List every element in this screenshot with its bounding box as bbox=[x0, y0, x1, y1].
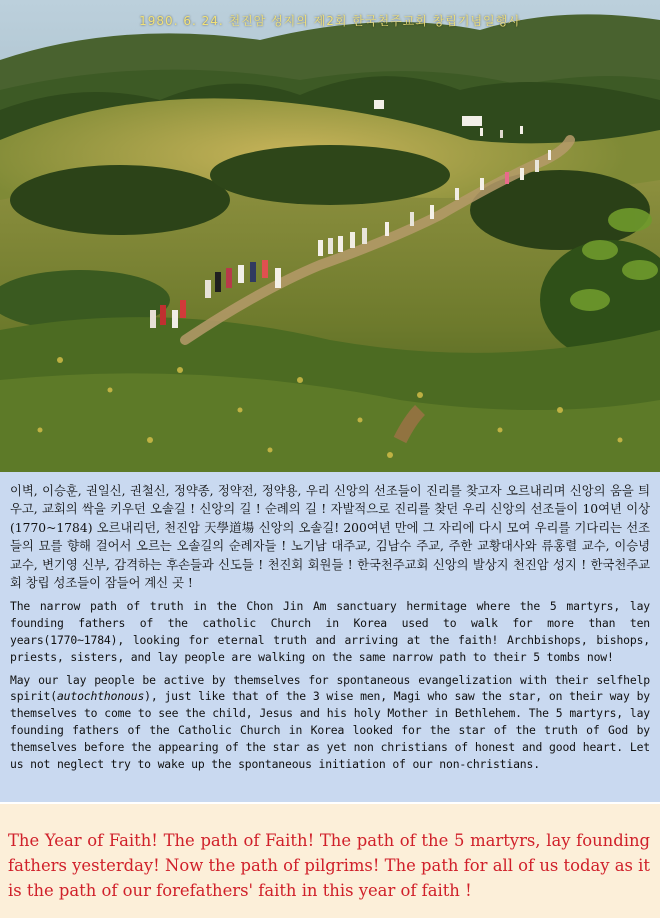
description-box bbox=[0, 472, 660, 802]
korean-paragraph: 이벽, 이승훈, 권일신, 권철신, 정약종, 정약전, 정약용, 우리 신앙의 선조들이 진리를 찾고자 오르내리며 신앙의 움을 틔우고, 교회의 싹을 키우던 오솔길 ! 신앙의 길 ! 순례의 길 ! 자발적으로 진리를 찾던 우리 신앙의 선조들이 10여년 이상(1770~1784) 오르내리던, 천진암 天學道場 신앙의 오솔길! 200여년 만에 그 자리에 다시 모여 우리를 기다리는 선조들의 묘를 향해 걸어서 오르는 오솔길의 순례자들 ! 노기남 대주교, 김남수 주교, 주한 교황대사와 류홍렬 교수, 이승녕 교수, 변기영 신부, 감격하는 후손들과 신도들 ! 천진회 회원들 ! 한국천주교회 신앙의 발상지 천진암 성지 ! 한국천주교회 창립 성조들이 잠들어 계신 곳 ! bbox=[10, 484, 650, 591]
english-paragraph-1: The narrow path of truth in the Chon Jin Am sanctuary hermitage where the 5 martyrs, lay founding fathers of the catholic Church in Korea used to walk for more than ten years(1770~1784), looking for eternal truth and arriving at the faith! Archbishops, bishops, priests, sisters, and lay people are walking on the same narrow path to their 5 tombs now! bbox=[10, 599, 650, 664]
english-paragraph-2-part-b: ), just like that of the 3 wise men, Magi who saw the star, on their way by themselves to come to see the child, Jesus and his holy Mother in Bethlehem. The 5 martyrs, lay founding fathers of the Catholic Church in Korea looked for the star of the truth of God by themselves before the appearing of the star as yet non christians of honest and good heart. Let us not neglect try to wake up the spontaneous initiation of our non-christians. bbox=[10, 689, 650, 771]
photo-caption: 1980. 6. 24. 천진암 성지의 제2회 한국천주교회 창립기념일행사 bbox=[139, 14, 521, 28]
autochthonous-term: autochthonous bbox=[56, 689, 145, 704]
year-of-faith-text: The Year of Faith! The path of Faith! The path of the 5 martyrs, lay founding fathers yesterday! Now the path of pilgrims! The path for all of us today as it is the path of our forefathers' faith in this year of faith ! bbox=[8, 831, 650, 900]
english-paragraph-2-part-a: May our lay people be active by themselves for spontaneous evangelization with their selfhelp spirit( bbox=[10, 672, 650, 704]
year-of-faith-footer bbox=[0, 804, 660, 918]
english-paragraph-2 bbox=[10, 672, 650, 773]
